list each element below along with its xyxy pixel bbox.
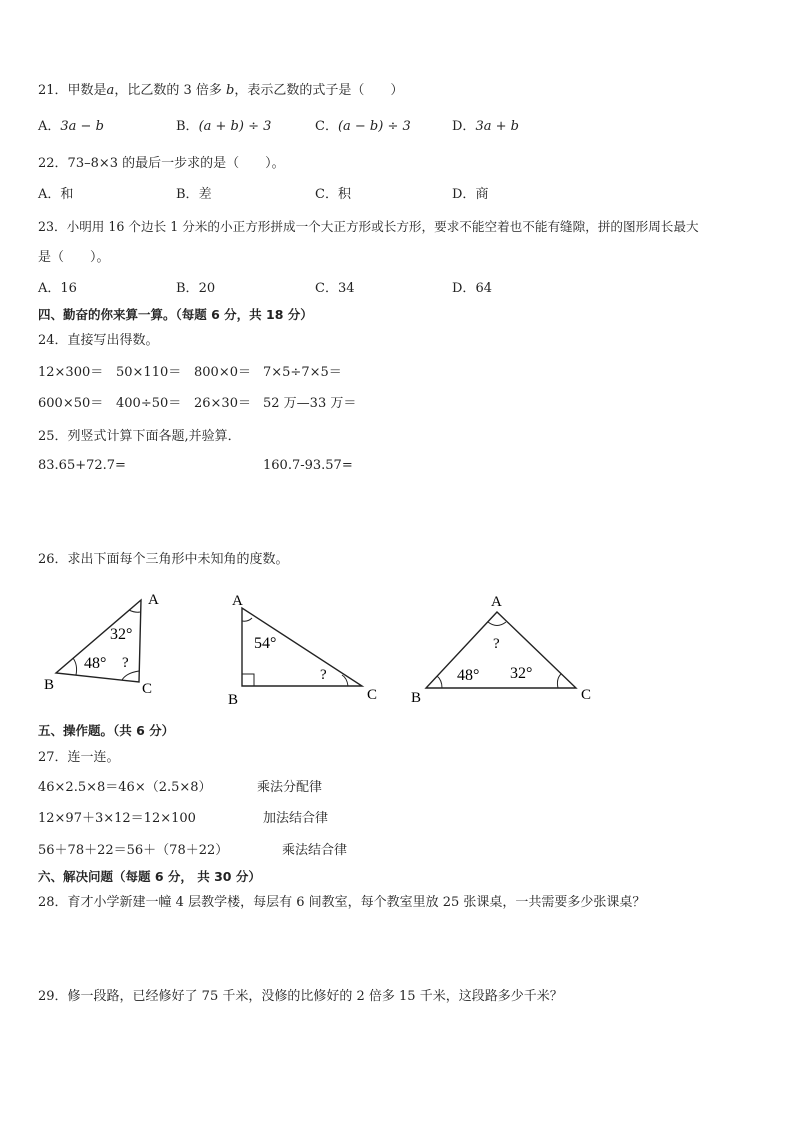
q23-stem-line2: 是（ ）。 xyxy=(38,250,110,265)
section-5-title: 五、操作题。（共 6 分） xyxy=(38,723,175,738)
q24-item: 800×0＝ xyxy=(194,365,251,380)
triangle-1-arc-a xyxy=(129,610,140,612)
option-expr: (a + b) ÷ 3 xyxy=(198,119,272,134)
triangle-2-angle-c: ? xyxy=(320,667,327,683)
q29-stem: 29．修一段路，已经修好了 75 千米，没修的比修好的 2 倍多 15 千米，这段路多少千米？ xyxy=(38,989,563,1004)
q27-expr[interactable]: 56＋78＋22＝56＋（78＋22） xyxy=(38,843,229,858)
triangle-3-angle-b: 48° xyxy=(457,667,480,684)
triangle-1-angle-c: ? xyxy=(122,655,129,671)
triangle-1 xyxy=(44,592,159,697)
q21-option-a[interactable] xyxy=(38,118,104,136)
triangle-3 xyxy=(411,594,591,706)
triangle-3-label-a: A xyxy=(491,594,502,610)
triangle-2-right-angle xyxy=(242,674,254,686)
q23-option-b[interactable] xyxy=(176,280,215,298)
triangle-3-label-c: C xyxy=(581,687,592,703)
q22-stem: 22．73–8×3 的最后一步求的是（ ）。 xyxy=(38,156,285,171)
option-expr: 3a − b xyxy=(60,119,104,134)
option-expr: 3a + b xyxy=(475,119,519,134)
q24-item: 400÷50＝ xyxy=(116,396,182,411)
option-letter: D． xyxy=(452,281,476,296)
triangle-3-angle-c: 32° xyxy=(510,665,533,682)
q24-item: 52 万—33 万＝ xyxy=(263,396,357,411)
q22-option-b[interactable] xyxy=(176,186,212,204)
triangle-2-label-a: A xyxy=(232,593,243,609)
option-letter: A． xyxy=(38,119,61,134)
triangle-3-label-b: B xyxy=(411,690,422,706)
q21-option-c[interactable] xyxy=(315,118,411,136)
triangle-2-label-b: B xyxy=(228,692,239,708)
triangle-1-label-c: C xyxy=(142,681,153,697)
option-text: 差 xyxy=(198,187,212,202)
option-text: 和 xyxy=(60,187,74,202)
q28-stem: 28．育才小学新建一幢 4 层教学楼，每层有 6 间教室，每个教室里放 25 张课桌，一共需要多少张课桌？ xyxy=(38,895,646,910)
q25-item: 83.65+72.7= xyxy=(38,458,126,473)
option-expr: (a − b) ÷ 3 xyxy=(337,119,411,134)
option-text: 商 xyxy=(475,187,489,202)
q27-law[interactable]: 乘法结合律 xyxy=(282,843,348,858)
triangle-3-arc-a xyxy=(488,622,506,626)
option-letter: C． xyxy=(315,281,338,296)
triangle-2-arc-a xyxy=(242,618,252,621)
q24-item: 600×50＝ xyxy=(38,396,104,411)
triangle-2-angle-a: 54° xyxy=(254,635,277,652)
triangle-3-shape xyxy=(426,612,576,688)
q21-option-d[interactable] xyxy=(452,118,519,136)
q24-item: 26×30＝ xyxy=(194,396,251,411)
q26-stem: 26．求出下面每个三角形中未知角的度数。 xyxy=(38,552,289,567)
q25-item: 160.7-93.57= xyxy=(263,458,353,473)
q25-stem: 25．列竖式计算下面各题,并验算． xyxy=(38,429,241,444)
triangle-1-label-a: A xyxy=(148,592,159,608)
q22-option-a[interactable] xyxy=(38,186,73,204)
q24-item: 50×110＝ xyxy=(116,365,182,380)
q21-var-b: b xyxy=(225,83,235,98)
option-letter: D． xyxy=(452,119,476,134)
triangle-3-arc-c xyxy=(557,674,561,688)
option-letter: C． xyxy=(315,187,338,202)
triangle-2 xyxy=(228,593,377,708)
q23-stem-line1: 23．小明用 16 个边长 1 分米的小正方形拼成一个大正方形或长方形，要求不能空着也不能有缝隙，拼的图形周长最大 xyxy=(38,219,699,234)
option-letter: D． xyxy=(452,187,476,202)
option-text: 16 xyxy=(60,281,77,296)
option-text: 34 xyxy=(337,281,355,296)
q21-stem-pre: 21．甲数是 xyxy=(38,83,107,98)
q23-option-c[interactable] xyxy=(315,280,355,298)
triangle-1-angle-a: 32° xyxy=(110,626,133,643)
option-text: 20 xyxy=(198,281,216,296)
triangle-1-arc-c xyxy=(122,671,139,680)
option-letter: A． xyxy=(38,281,61,296)
q27-law[interactable]: 乘法分配律 xyxy=(257,780,323,795)
q24-item: 7×5÷7×5＝ xyxy=(263,365,342,380)
section-6-title: 六、解决问题（每题 6 分， 共 30 分） xyxy=(38,869,261,884)
q21-var-a: a xyxy=(106,83,115,98)
q21-option-b[interactable] xyxy=(176,118,271,136)
q22-option-d[interactable] xyxy=(452,186,488,204)
q21-stem xyxy=(38,82,403,100)
triangle-figures xyxy=(0,585,794,710)
q27-expr[interactable]: 46×2.5×8＝46×（2.5×8） xyxy=(38,780,212,795)
q22-option-c[interactable] xyxy=(315,186,351,204)
q24-stem: 24．直接写出得数。 xyxy=(38,333,159,348)
option-letter: B． xyxy=(176,187,199,202)
triangle-1-label-b: B xyxy=(44,677,55,693)
option-text: 积 xyxy=(337,187,351,202)
triangle-1-angle-b: 48° xyxy=(84,655,107,672)
triangle-1-arc-b xyxy=(73,658,77,675)
q23-option-d[interactable] xyxy=(452,280,492,298)
q21-stem-post: ，表示乙数的式子是（ ） xyxy=(234,83,404,98)
option-letter: B． xyxy=(176,281,199,296)
option-text: 64 xyxy=(475,281,492,296)
q27-stem: 27．连一连。 xyxy=(38,750,120,765)
triangle-3-angle-a: ? xyxy=(493,636,500,652)
q27-law[interactable]: 加法结合律 xyxy=(263,811,329,826)
q21-stem-mid: ，比乙数的 3 倍多 xyxy=(114,83,226,98)
q27-expr[interactable]: 12×97＋3×12＝12×100 xyxy=(38,811,196,826)
q24-item: 12×300＝ xyxy=(38,365,104,380)
option-letter: C． xyxy=(315,119,338,134)
triangle-2-label-c: C xyxy=(367,687,378,703)
triangle-3-arc-b xyxy=(437,676,442,688)
option-letter: B． xyxy=(176,119,199,134)
option-letter: A． xyxy=(38,187,61,202)
section-4-title: 四、勤奋的你来算一算。（每题 6 分，共 18 分） xyxy=(38,307,313,322)
q23-option-a[interactable] xyxy=(38,280,77,298)
